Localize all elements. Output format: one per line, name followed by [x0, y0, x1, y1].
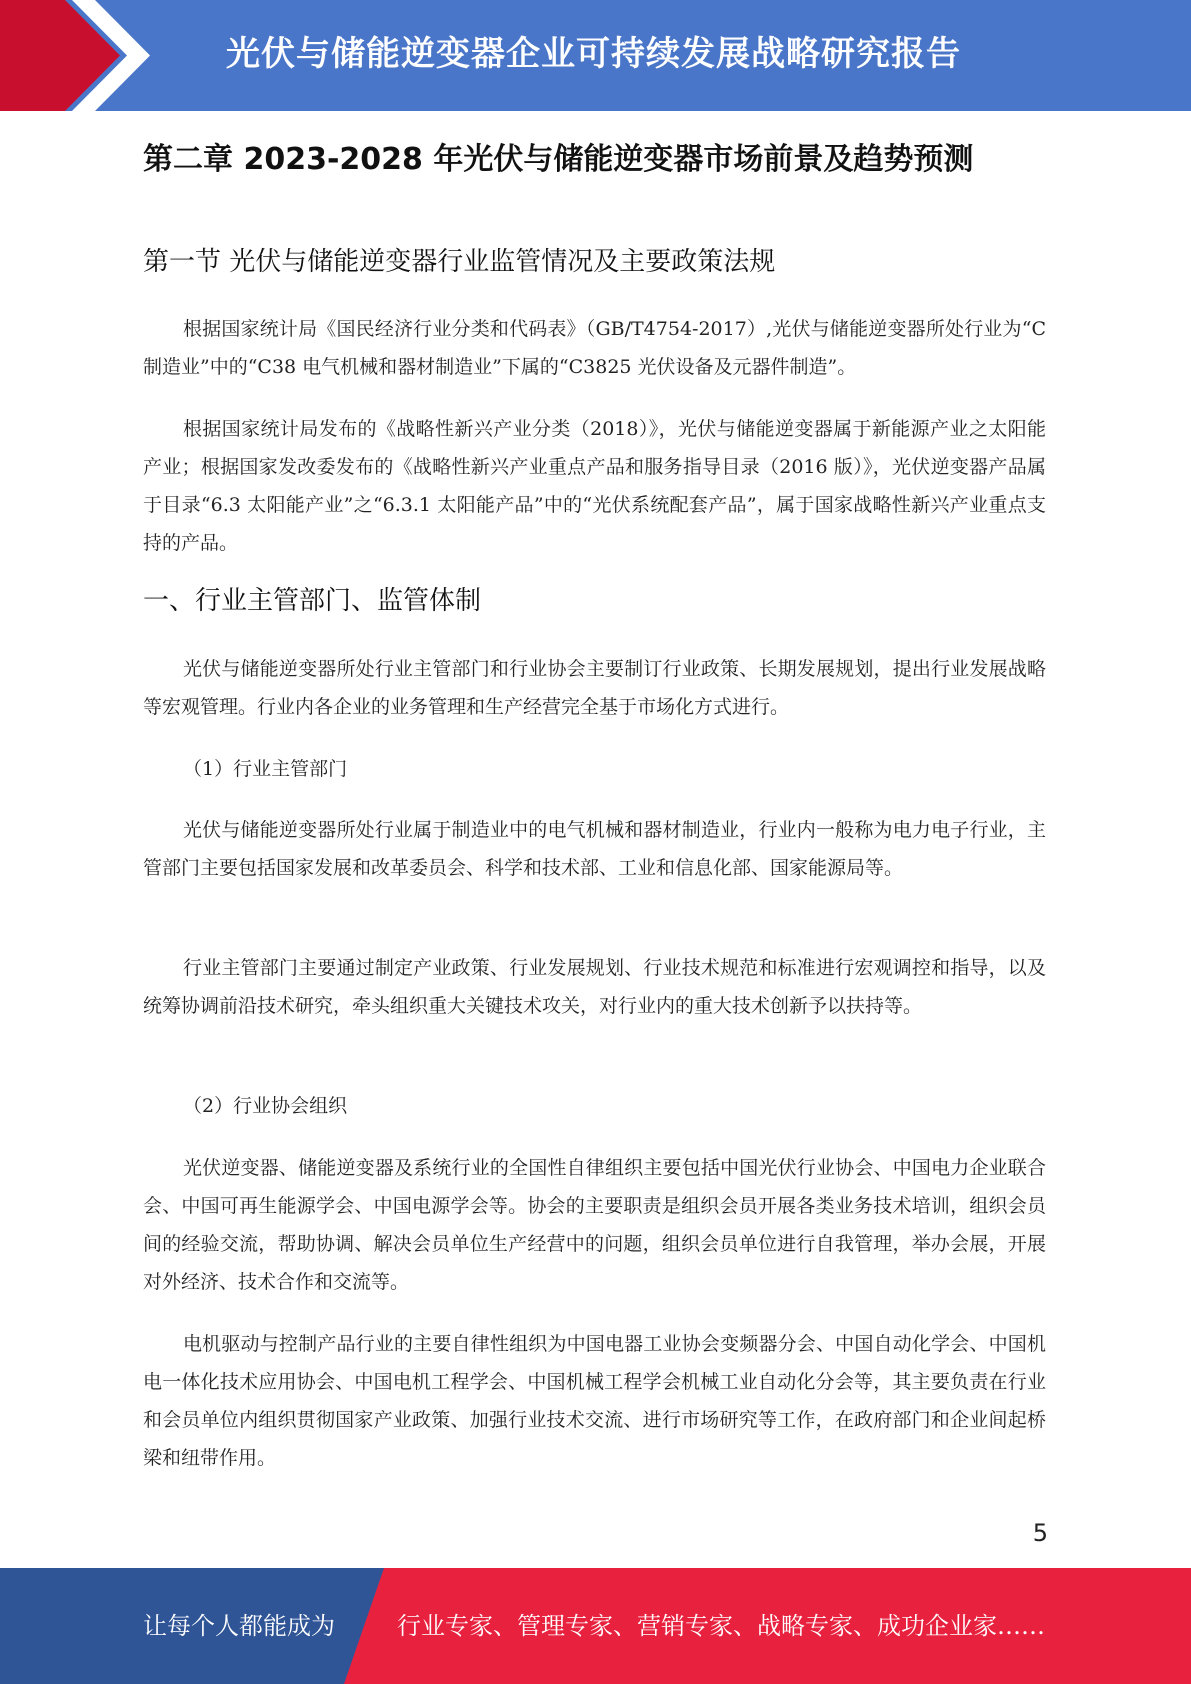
- section-title: 第一节 光伏与储能逆变器行业监管情况及主要政策法规: [143, 247, 776, 277]
- page-number: 5: [1032, 1519, 1048, 1547]
- paragraph-6: 光伏逆变器、储能逆变器及系统行业的全国性自律组织主要包括中国光伏行业协会、中国电力企业联合会、中国可再生能源学会、中国电源学会等。协会的主要职责是组织会员开展各类业务技术培训，组织会员间的经验交流，帮助协调、解决会员单位生产经营中的问题，组织会员单位进行自我管理，举办会展，开展对外经济、技术合作和交流等。: [143, 1157, 1046, 1293]
- page-footer: [0, 1568, 1191, 1684]
- paragraph-5: 行业主管部门主要通过制定产业政策、行业发展规划、行业技术规范和标准进行宏观调控和指导，以及统筹协调前沿技术研究，牵头组织重大关键技术攻关，对行业内的重大技术创新予以扶持等。: [143, 957, 1046, 1017]
- page-header: [0, 0, 1191, 111]
- report-title: 光伏与储能逆变器企业可持续发展战略研究报告: [226, 34, 961, 74]
- paragraph-7: 电机驱动与控制产品行业的主要自律性组织为中国电器工业协会变频器分会、中国自动化学会、中国机电一体化技术应用协会、中国电机工程学会、中国机械工程学会机械工业自动化分会等，其主要负责在行业和会员单位内组织贯彻国家产业政策、加强行业技术交流、进行市场研究等工作，在政府部门和企业间起桥梁和纽带作用。: [143, 1333, 1046, 1469]
- paragraph-2: 根据国家统计局发布的《战略性新兴产业分类（2018）》，光伏与储能逆变器属于新能源产业之太阳能产业；根据国家发改委发布的《战略性新兴产业重点产品和服务指导目录（2016 版）》，光伏逆变器产品属于目录“6.3 太阳能产业”之“6.3.1 太阳能产品”中的“光伏系统配套产品”，属于国家战略性新兴产业重点支持的产品。: [143, 418, 1046, 554]
- item-label-2: （2）行业协会组织: [183, 1095, 348, 1117]
- chapter-title: 第二章 2023-2028 年光伏与储能逆变器市场前景及趋势预测: [143, 142, 974, 177]
- footer-slogan-left: 让每个人都能成为: [143, 1612, 335, 1640]
- chevron-arrow-icon: [0, 0, 160, 111]
- paragraph-3: 光伏与储能逆变器所处行业主管部门和行业协会主要制订行业政策、长期发展规划，提出行业发展战略等宏观管理。行业内各企业的业务管理和生产经营完全基于市场化方式进行。: [143, 658, 1046, 718]
- footer-slogan-right: 行业专家、管理专家、营销专家、战略专家、成功企业家……: [397, 1612, 1045, 1640]
- paragraph-1: 根据国家统计局《国民经济行业分类和代码表》（GB/T4754-2017）,光伏与储能逆变器所处行业为“C 制造业”中的“C38 电气机械和器材制造业”下属的“C3825 光伏设备及元器件制造”。: [143, 318, 1046, 378]
- paragraph-4: 光伏与储能逆变器所处行业属于制造业中的电气机械和器材制造业，行业内一般称为电力电子行业，主管部门主要包括国家发展和改革委员会、科学和技术部、工业和信息化部、国家能源局等。: [143, 819, 1046, 879]
- item-label-1: （1）行业主管部门: [183, 758, 348, 780]
- subsection-heading: 一、行业主管部门、监管体制: [143, 586, 482, 616]
